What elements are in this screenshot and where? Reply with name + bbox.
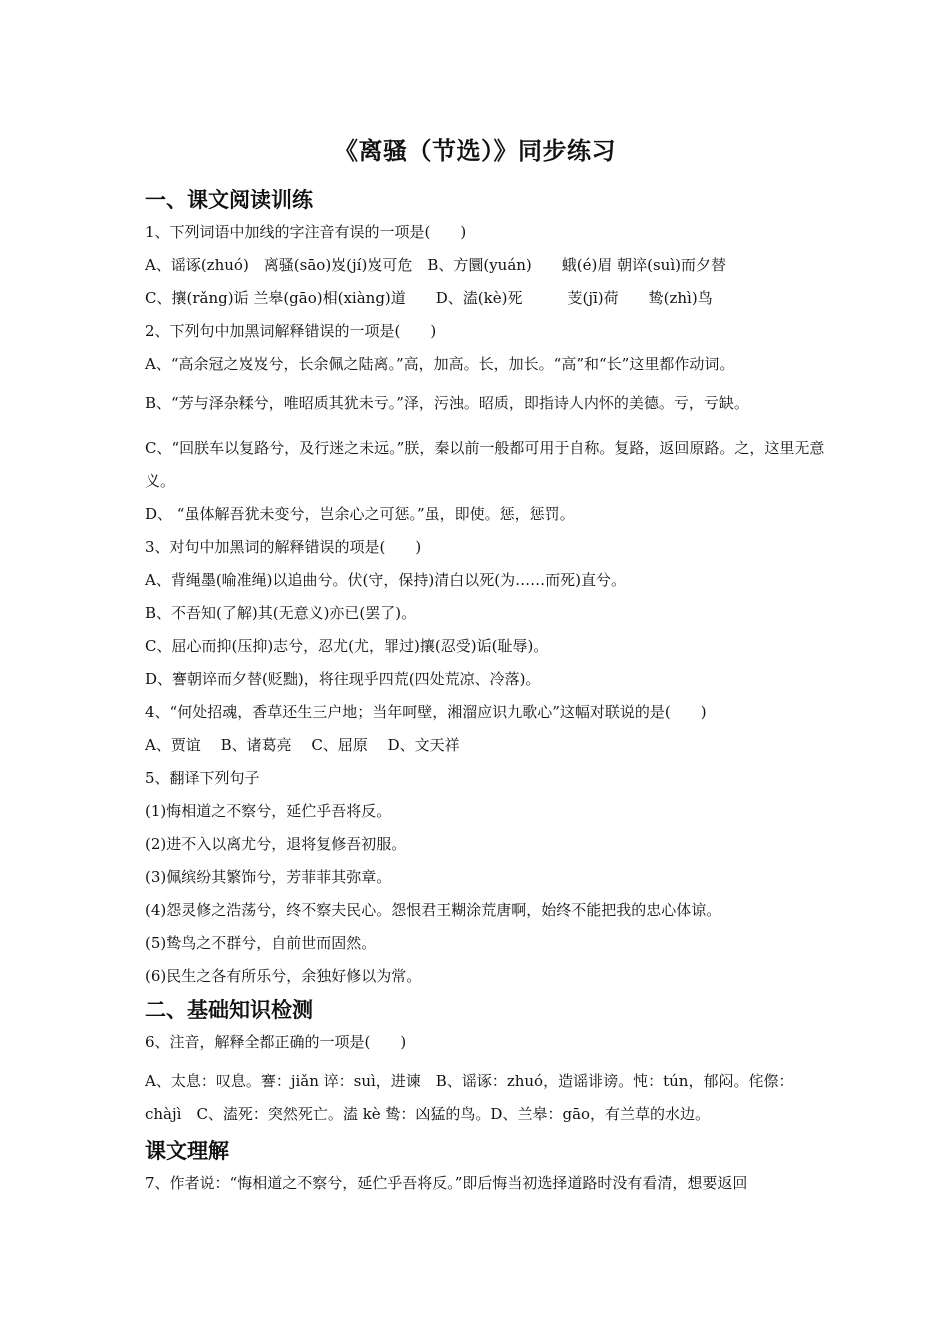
q3-option-a: A、背绳墨(喻准绳)以追曲兮。伏(守，保持)清白以死(为……而死)直兮。 bbox=[145, 571, 626, 589]
q5-sentence-2: (2)进不入以离尤兮，退将复修吾初服。 bbox=[145, 835, 407, 853]
document-body bbox=[145, 186, 825, 1206]
q4-options: A、贾谊 B、诸葛亮 C、屈原 D、文天祥 bbox=[145, 736, 460, 754]
q3-option-b: B、不吾知(了解)其(无意义)亦已(罢了)。 bbox=[145, 604, 417, 622]
section-heading-understanding: 课文理解 bbox=[145, 1139, 229, 1163]
question-7: 7、作者说：“悔相道之不察兮，延伫乎吾将反。”即后悔当初选择道路时没有看清，想要返回 bbox=[145, 1174, 748, 1192]
question-3: 3、对句中加黑词的解释错误的项是( ) bbox=[145, 538, 422, 556]
q6-options: A、太息：叹息。謇：jiǎn 谇：suì，进谏 B、谣诼：zhuó，造谣诽谤。忳：tún，郁闷。侘傺：chàjì C、溘死：突然死亡。溘 kè 鸷：凶猛的鸟。D、兰皋：gāo，有兰草的水边。 bbox=[145, 1072, 794, 1123]
section-heading-reading: 一、课文阅读训练 bbox=[145, 188, 313, 212]
q5-sentence-5: (5)鸷鸟之不群兮，自前世而固然。 bbox=[145, 934, 377, 952]
q3-option-c: C、屈心而抑(压抑)志兮，忍尤(尤，罪过)攘(忍受)诟(耻辱)。 bbox=[145, 637, 549, 655]
q2-option-c: C、“回朕车以复路兮，及行迷之未远。”朕，秦以前一般都可用于自称。复路，返回原路。之，这里无意义。 bbox=[145, 439, 825, 490]
q5-sentence-1: (1)悔相道之不察兮，延伫乎吾将反。 bbox=[145, 802, 392, 820]
q5-sentence-4: (4)怨灵修之浩荡兮，终不察夫民心。怨恨君王糊涂荒唐啊，始终不能把我的忠心体谅。 bbox=[145, 901, 722, 919]
q5-sentence-6: (6)民生之各有所乐兮，余独好修以为常。 bbox=[145, 967, 422, 985]
q1-option-a-b: A、谣诼(zhuó) 离骚(sāo)岌(jí)岌可危 B、方圜(yuán) 蛾(é)眉 朝谇(suì)而夕替 bbox=[145, 256, 726, 274]
q2-option-a: A、“高余冠之岌岌兮，长余佩之陆离。”高，加高。长，加长。“高”和“长”这里都作动词。 bbox=[145, 355, 735, 373]
question-1: 1、下列词语中加线的字注音有误的一项是( ) bbox=[145, 223, 467, 241]
section-heading-basics: 二、基础知识检测 bbox=[145, 998, 313, 1022]
q3-option-d: D、謇朝谇而夕替(贬黜)，将往现乎四荒(四处荒凉、冷落)。 bbox=[145, 670, 541, 688]
document-title: 《离骚（节选）》同步练习 bbox=[334, 137, 616, 165]
q2-option-b: B、“芳与泽杂糅兮，唯昭质其犹未亏。”泽，污浊。昭质，即指诗人内怀的美德。亏，亏缺。 bbox=[145, 394, 749, 412]
q1-option-c-d: C、攘(rǎng)诟 兰皋(gāo)相(xiàng)道 D、溘(kè)死 芰(jī)荷 鸷(zhì)鸟 bbox=[145, 289, 713, 307]
question-5: 5、翻译下列句子 bbox=[145, 769, 260, 787]
question-2: 2、下列句中加黑词解释错误的一项是( ) bbox=[145, 322, 437, 340]
question-6: 6、注音，解释全都正确的一项是( ) bbox=[145, 1033, 407, 1051]
q2-option-d: D、 “虽体解吾犹未变兮，岂余心之可惩。”虽，即使。惩，惩罚。 bbox=[145, 505, 575, 523]
q5-sentence-3: (3)佩缤纷其繁饰兮，芳菲菲其弥章。 bbox=[145, 868, 392, 886]
question-4: 4、“何处招魂，香草还生三户地；当年呵壁，湘溜应识九歌心”这幅对联说的是( ) bbox=[145, 703, 707, 721]
